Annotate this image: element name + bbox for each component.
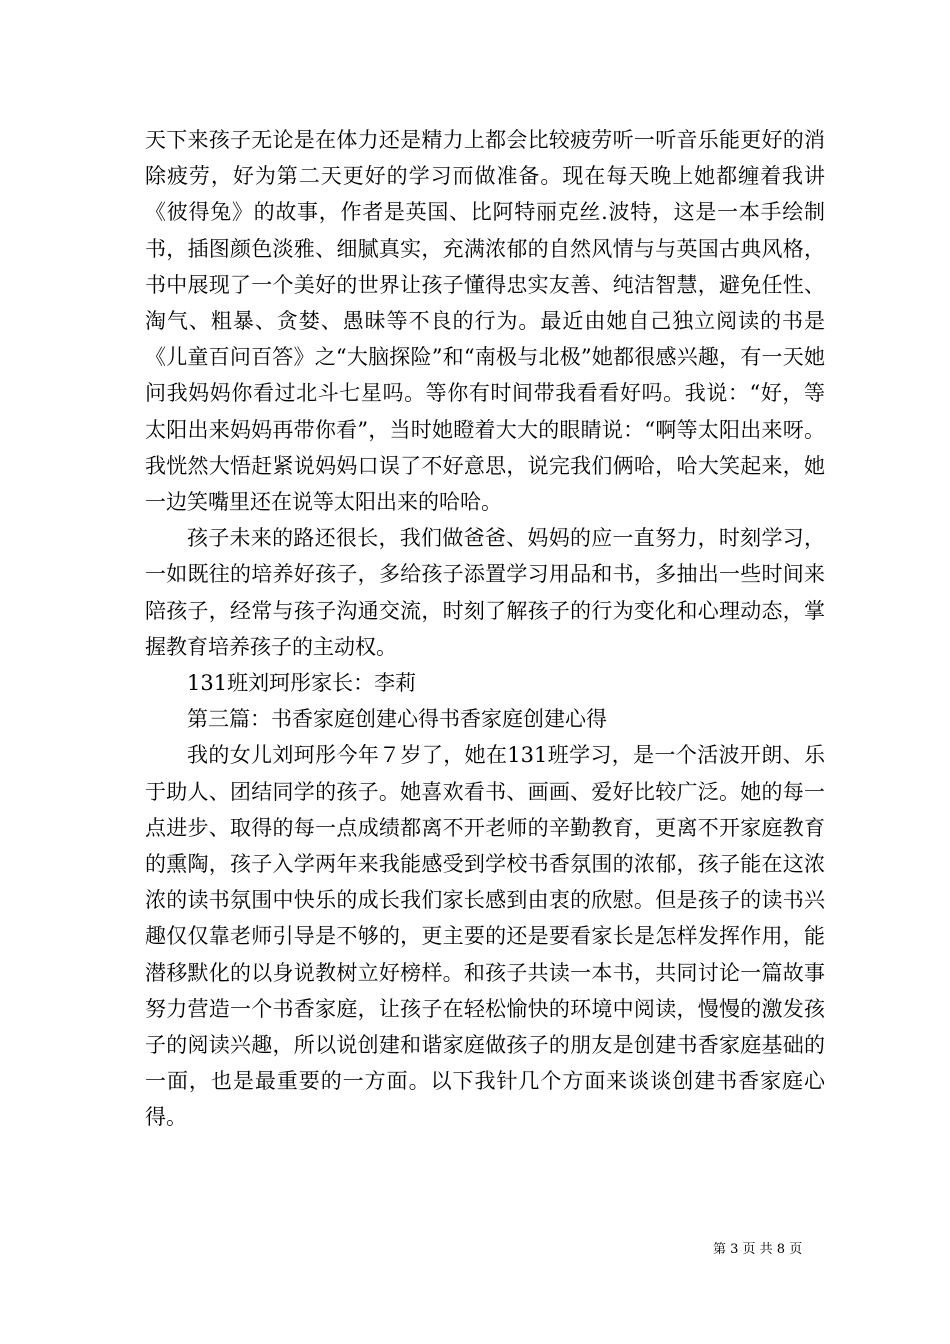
page-number: 第 3 页 共 8 页 — [713, 1242, 803, 1257]
document-body — [145, 122, 825, 1136]
paragraph-signature: 131班刘珂彤家长：李莉 — [187, 671, 417, 696]
paragraph-intro: 我的女儿刘珂彤今年７岁了，她在131班学习，是一个活波开朗、乐于助人、团结同学的孩子。她喜欢看书、画画、爱好比较广泛。她的每一点进步、取得的每一点成绩都离不开老师的辛勤教育，更离不开家庭教育的熏陶，孩子入学两年来我能感受到学校书香氛围的浓郁，孩子能在这浓浓的读书氛围中快乐的成长我们家长感到由衷的欣慰。但是孩子的读书兴趣仅仅靠老师引导是不够的，更主要的还是要看家长是怎样发挥作用，能潜移默化的以身说教树立好榜样。和孩子共读一本书，共同讨论一篇故事努力营造一个书香家庭，让孩子在轻松愉快的环境中阅读，慢慢的激发孩子的阅读兴趣，所以说创建和谐家庭做孩子的朋友是创建书香家庭基础的一面，也是最重要的一方面。以下我针几个方面来谈谈创建书香家庭心得。 — [145, 743, 825, 1130]
paragraph-future: 孩子未来的路还很长，我们做爸爸、妈妈的应一直努力，时刻学习，一如既往的培养好孩子，多给孩子添置学习用品和书，多抽出一些时间来陪孩子，经常与孩子沟通交流，时刻了解孩子的行为变化和心理动态，掌握教育培养孩子的主动权。 — [145, 526, 825, 659]
paragraph-continued: 天下来孩子无论是在体力还是精力上都会比较疲劳听一听音乐能更好的消除疲劳，好为第二天更好的学习而做准备。现在每天晚上她都缠着我讲《彼得兔》的故事，作者是英国、比阿特丽克丝.波特，这是一本手绘制书，插图颜色淡雅、细腻真实，充满浓郁的自然风情与与英国古典风格，书中展现了一个美好的世界让孩子懂得忠实友善、纯洁智慧，避免任性、淘气、粗暴、贪婪、愚昧等不良的行为。最近由她自己独立阅读的书是《儿童百问百答》之“大脑探险”和“南极与北极”她都很感兴趣，有一天她问我妈妈你看过北斗七星吗。等你有时间带我看看好吗。我说：“好，等太阳出来妈妈再带你看”，当时她瞪着大大的眼睛说：“啊等太阳出来呀。我恍然大悟赶紧说妈妈口误了不好意思，说完我们俩哈，哈大笑起来，她一边笑嘴里还在说等太阳出来的哈哈。 — [145, 128, 825, 515]
section-heading: 第三篇：书香家庭创建心得书香家庭创建心得 — [187, 707, 607, 732]
